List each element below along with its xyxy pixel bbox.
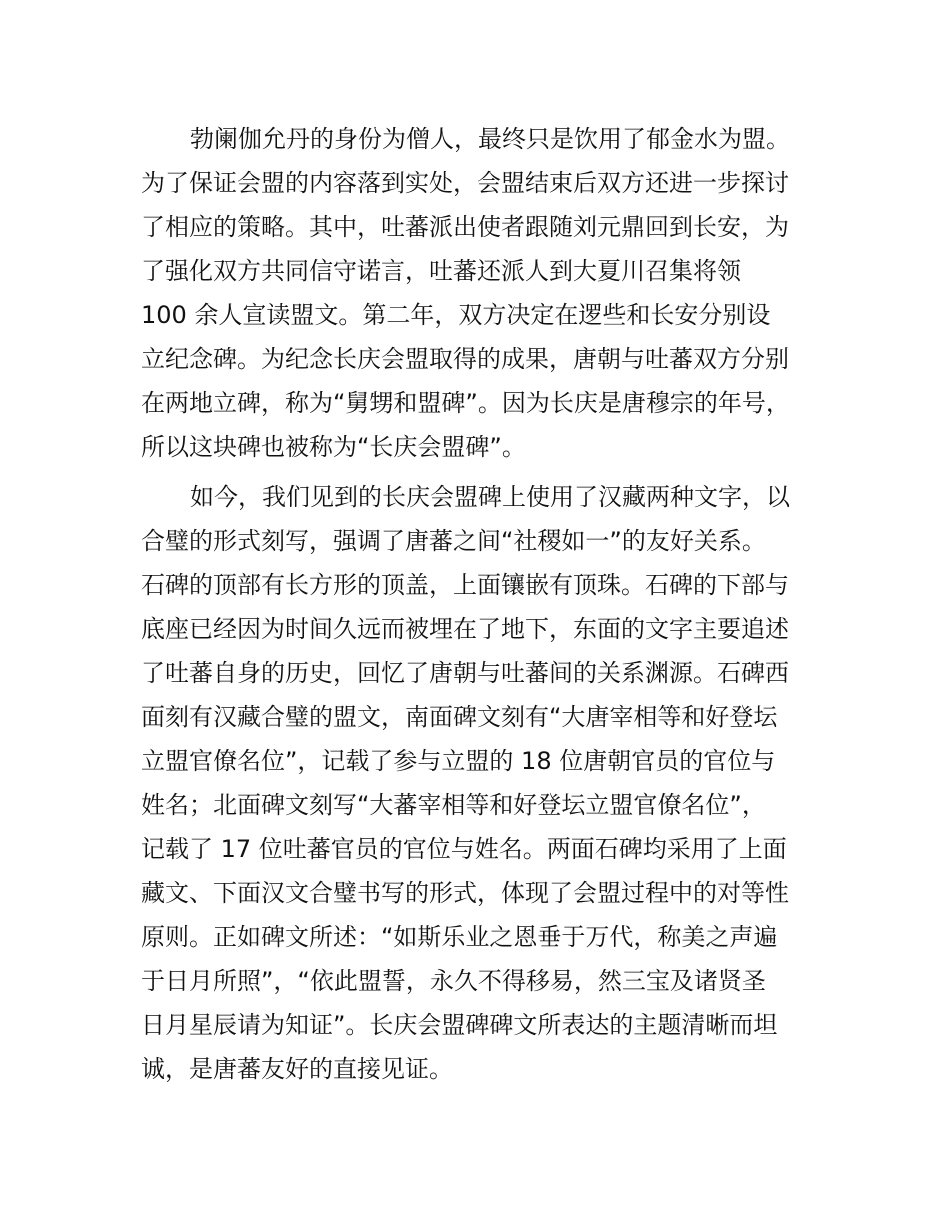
text-line: 合璧的形式刻写，强调了唐蕃之间“社稷如一”的友好关系。 <box>141 527 766 555</box>
text-line: 了吐蕃自身的历史，回忆了唐朝与吐蕃间的关系渊源。石碑西 <box>141 659 789 687</box>
text-line: 石碑的顶部有长方形的顶盖，上面镶嵌有顶珠。石碑的下部与 <box>141 571 789 599</box>
text-line: 了相应的策略。其中，吐蕃派出使者跟随刘元鼎回到长安，为 <box>141 213 789 241</box>
text-line: 立盟官僚名位”，记载了参与立盟的 18 位唐朝官员的官位与 <box>141 747 776 775</box>
text-line: 面刻有汉藏合璧的盟文，南面碑文刻有“大唐宰相等和好登坛 <box>141 703 778 731</box>
text-line: 所以这块碑也被称为“长庆会盟碑”。 <box>141 433 526 461</box>
text-line: 藏文、下面汉文合璧书写的形式，体现了会盟过程中的对等性 <box>141 879 789 907</box>
text-line: 底座已经因为时间久远而被埋在了地下，东面的文字主要追述 <box>141 615 789 643</box>
text-line: 为了保证会盟的内容落到实处，会盟结束后双方还进一步探讨 <box>141 169 789 197</box>
text-line: 于日月所照”，“依此盟誓，永久不得移易，然三宝及诸贤圣 <box>141 967 766 995</box>
text-line: 如今，我们见到的长庆会盟碑上使用了汉藏两种文字，以 <box>190 483 790 511</box>
text-line: 了强化双方共同信守诺言，吐蕃还派人到大夏川召集将领 <box>141 257 741 285</box>
text-line: 100 余人宣读盟文。第二年，双方决定在逻些和长安分别设 <box>141 301 771 329</box>
text-line: 诚，是唐蕃友好的直接见证。 <box>141 1055 453 1083</box>
text-line: 勃阑伽允丹的身份为僧人，最终只是饮用了郁金水为盟。 <box>190 125 790 153</box>
text-line: 记载了 17 位吐蕃官员的官位与姓名。两面石碑均采用了上面 <box>141 835 787 863</box>
text-line: 原则。正如碑文所述：“如斯乐业之恩垂于万代，称美之声遍 <box>141 923 778 951</box>
text-line: 姓名；北面碑文刻写“大蕃宰相等和好登坛立盟官僚名位”， <box>141 791 766 819</box>
text-line: 立纪念碑。为纪念长庆会盟取得的成果，唐朝与吐蕃双方分别 <box>141 345 789 373</box>
text-line: 日月星辰请为知证”。长庆会盟碑碑文所表达的主题清晰而坦 <box>141 1011 778 1039</box>
text-line: 在两地立碑，称为“舅甥和盟碑”。因为长庆是唐穆宗的年号， <box>141 389 790 417</box>
